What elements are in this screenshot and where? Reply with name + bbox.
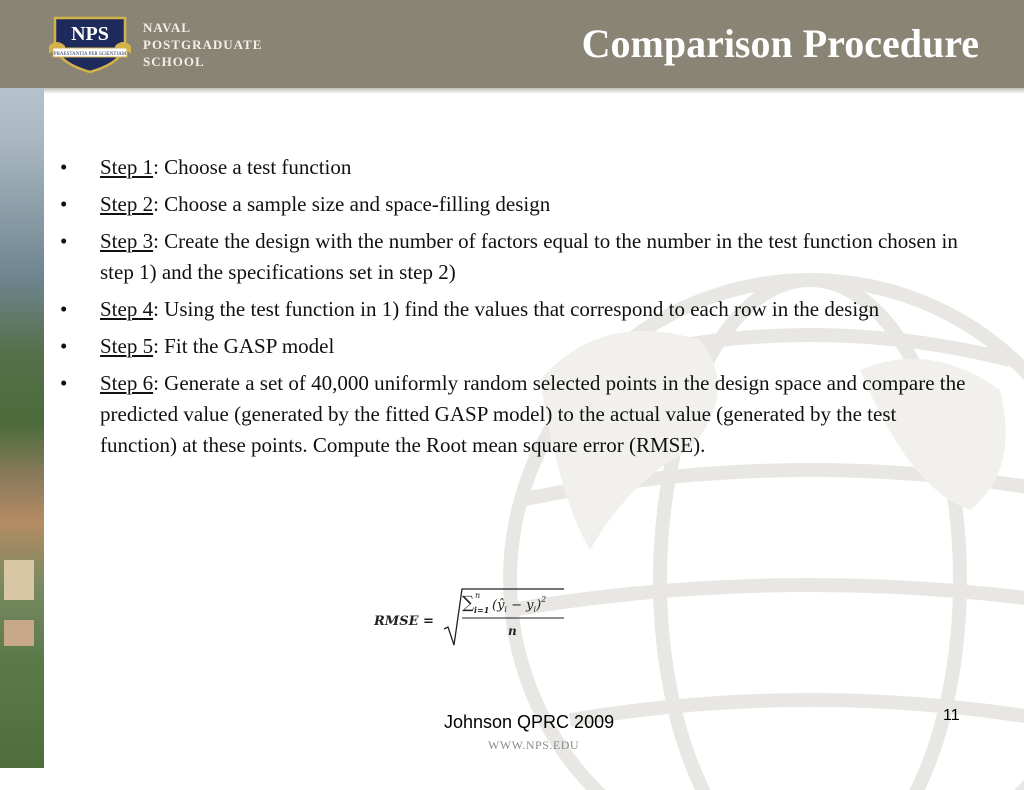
header-shadow: [44, 88, 1024, 94]
list-item: [60, 189, 970, 220]
step-text: : Choose a sample size and space-filling design: [153, 192, 551, 216]
list-item: [60, 331, 970, 362]
numerator-power: 2: [541, 595, 547, 604]
bullet: •: [60, 229, 68, 253]
building-shape: [4, 560, 34, 600]
numerator-close: ): [536, 598, 542, 613]
bullet: •: [60, 192, 68, 216]
step-label: Step 4: [100, 297, 154, 321]
step-text: : Create the design with the number of factors equal to the number in the test function chosen in step 1) and the specifications set in step 2): [100, 229, 958, 284]
step-label: Step 2: [100, 192, 154, 216]
logo-motto: PRAESTANTIA PER SCIENTIAM: [53, 52, 127, 57]
list-item: [60, 152, 970, 183]
school-name-line: NAVAL: [143, 20, 191, 35]
list-item: [60, 226, 970, 288]
school-name: [143, 19, 262, 70]
step-text: : Fit the GASP model: [153, 334, 335, 358]
bullet: •: [60, 155, 68, 179]
numerator-sub: i: [504, 605, 507, 614]
building-shape: [4, 620, 34, 646]
denominator: n: [508, 624, 517, 638]
footer-url: WWW.NPS.EDU: [488, 738, 580, 752]
numerator-minus: − y: [506, 598, 534, 613]
step-label: Step 1: [100, 155, 154, 179]
sum-lower: i=1: [474, 605, 490, 615]
list-item: [60, 368, 970, 461]
school-name-line: SCHOOL: [143, 54, 205, 69]
left-photo-strip: [0, 0, 44, 768]
step-text: : Using the test function in 1) find the values that correspond to each row in the design: [153, 297, 880, 321]
step-label: Step 6: [100, 371, 154, 395]
steps-list: [60, 152, 970, 461]
nps-logo-icon: [47, 12, 133, 74]
rmse-formula: [374, 585, 574, 649]
footer-presenter: Johnson QPRC 2009: [444, 712, 615, 732]
sum-upper: n: [475, 591, 481, 600]
step-label: Step 3: [100, 229, 154, 253]
bullet: •: [60, 297, 68, 321]
slide-number: 11: [943, 707, 960, 724]
bullet: •: [60, 334, 68, 358]
school-name-line: POSTGRADUATE: [143, 37, 263, 52]
bullet: •: [60, 371, 68, 395]
step-text: : Choose a test function: [153, 155, 352, 179]
step-label: Step 5: [100, 334, 154, 358]
numerator-sub: i: [533, 605, 537, 614]
list-item: [60, 294, 970, 325]
sum-symbol: ∑: [462, 593, 475, 613]
formula-lhs: RMSE =: [374, 614, 434, 629]
numerator-term: [492, 595, 546, 614]
step-text: : Generate a set of 40,000 uniformly random selected points in the design space and compare the predicted value (generated by the fitted GASP model) to the actual value (generated by the test function) at these points. Compute the Root mean square error (RMSE).: [100, 371, 966, 457]
logo-text: NPS: [71, 23, 109, 45]
slide-title: Comparison Procedure: [581, 21, 979, 66]
steps-content: [60, 152, 970, 467]
numerator-yhat: (ŷ: [492, 598, 505, 613]
